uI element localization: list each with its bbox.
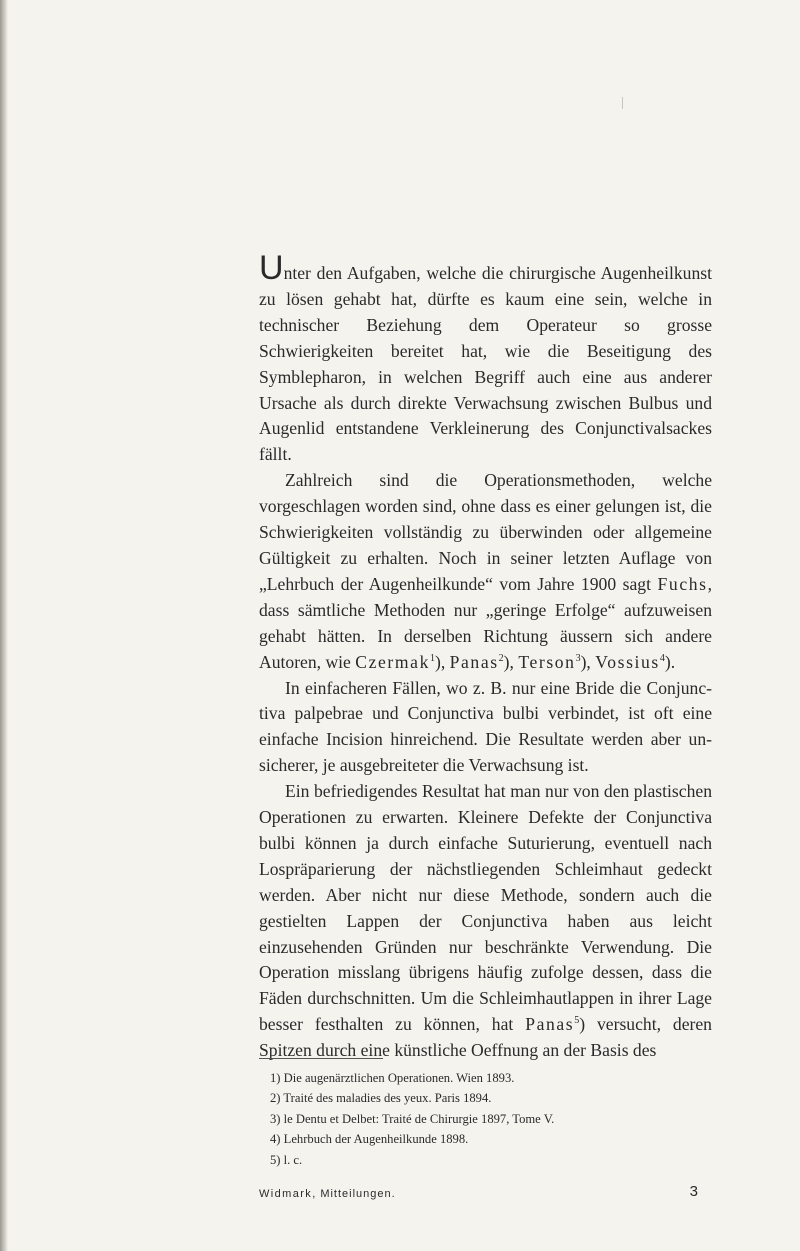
footnote-ref-2: 2	[498, 652, 504, 664]
paragraph-2-end: ).	[664, 651, 676, 672]
footnote-2: 2) Traité des maladies des yeux. Paris 1894.	[270, 1091, 492, 1106]
paragraph-2	[259, 468, 712, 675]
footnote-5: 5) l. c.	[270, 1152, 303, 1167]
footnote-ref-5: 5	[574, 1015, 580, 1027]
body-text	[259, 249, 712, 1064]
paragraph-1	[259, 249, 712, 468]
footnotes	[270, 1068, 715, 1170]
sheet-number: 3	[689, 1183, 698, 1200]
footnote-ref-4: 4	[659, 652, 665, 664]
separator-2: ),	[503, 651, 519, 672]
footnote-ref-3: 3	[575, 652, 581, 664]
author-name-panas: Panas	[449, 651, 499, 672]
signature-title: , Mitteilungen.	[312, 1188, 396, 1200]
footnote-1: 1) Die augenärztlichen Operationen. Wien 1893.	[270, 1071, 515, 1085]
paragraph-2-text-a: Zahlreich sind die Operationsmethoden, welche vorgeschlagen worden sind, ohne dass es einer gelungen ist, die Schwierigkeiten vollständig zu überwinden oder allgemeine Gültigkeit zu erhalten. Noch in seiner letzten Auflage von „Lehrbuch der Augenheilkunde“ vom Jahre 1900 sagt	[259, 470, 712, 594]
footnote-4: 4) Lehrbuch der Augenheilkunde 1898.	[270, 1132, 469, 1147]
signature-author: Widmark	[259, 1188, 313, 1200]
footnote-divider	[259, 1058, 383, 1059]
separator-3: ),	[580, 651, 596, 672]
paragraph-3	[259, 676, 712, 780]
paragraph-3-text: In einfacheren Fällen, wo z. B. nur eine Bride die Conjunctiva palpebrae und Conjunctiva bulbi verbindet, ist oft eine einfache Incision hinreichend. Die Resultate werden aber unsicherer, je ausgebreiteter die Verwachsung ist.	[259, 677, 712, 776]
author-name-terson: Terson	[518, 651, 576, 672]
drop-cap: U	[259, 249, 284, 287]
paragraph-4	[259, 779, 712, 1064]
paragraph-4-text-a: Ein befriedigendes Resultat hat man nur von den plastischen Operationen zu erwarten. Kleinere Defekte der Conjunctiva bulbi können ja durch einfache Suturierung, eventuell nach Lospräparierung der nächstliegenden Schleimhaut gedeckt werden. Aber nicht nur diese Methode, sondern auch die gestielten Lappen der Conjunctiva haben aus leicht einzusehenden Gründen nur beschränkte Verwendung. Die Operation misslang übrigens häufig zufolge dessen, dass die Fäden durchschnitten. Um die Schleimhautlappen in ihrer Lage besser festhalten zu können, hat	[259, 781, 712, 1035]
bibliographic-signature	[259, 1186, 396, 1202]
paragraph-2-text-b: , dass sämtliche Methoden nur „geringe Erfolge“ aufzuweisen gehabt hätten. In derselben Richtung äussern sich andere Autoren, wie	[259, 573, 712, 672]
footnote-ref-1: 1	[429, 652, 435, 664]
footnote-3: 3) le Dentu et Delbet: Traité de Chirurgie 1897, Tome V.	[270, 1111, 555, 1126]
author-name-fuchs: Fuchs	[657, 573, 708, 594]
paragraph-4-text-b: ) versucht, deren Spitzen durch eine künstliche Oeffnung an der Basis des	[259, 1014, 712, 1061]
author-name-vossius: Vossius	[595, 651, 660, 672]
paragraph-1-text: nter den Aufgaben, welche die chirurgische Augenheilkunst zu lösen gehabt hat, dürfte es kaum eine sein, welche in technischer Beziehung dem Operateur so grosse Schwierigkeiten bereitet hat, wie die Beseitigung des Symblepharon, in welchen Begriff auch eine aus anderer Ursache als durch direkte Verwachsung zwischen Bulbus und Augenlid entstandene Verkleinerung des Conjunctivalsackes fällt.	[259, 263, 712, 465]
author-name-panas-2: Panas	[525, 1014, 575, 1035]
author-name-czermak: Czermak	[355, 651, 430, 672]
book-spine-shadow	[0, 0, 8, 1251]
separator-1: ),	[434, 651, 450, 672]
paper-speck	[622, 97, 623, 109]
